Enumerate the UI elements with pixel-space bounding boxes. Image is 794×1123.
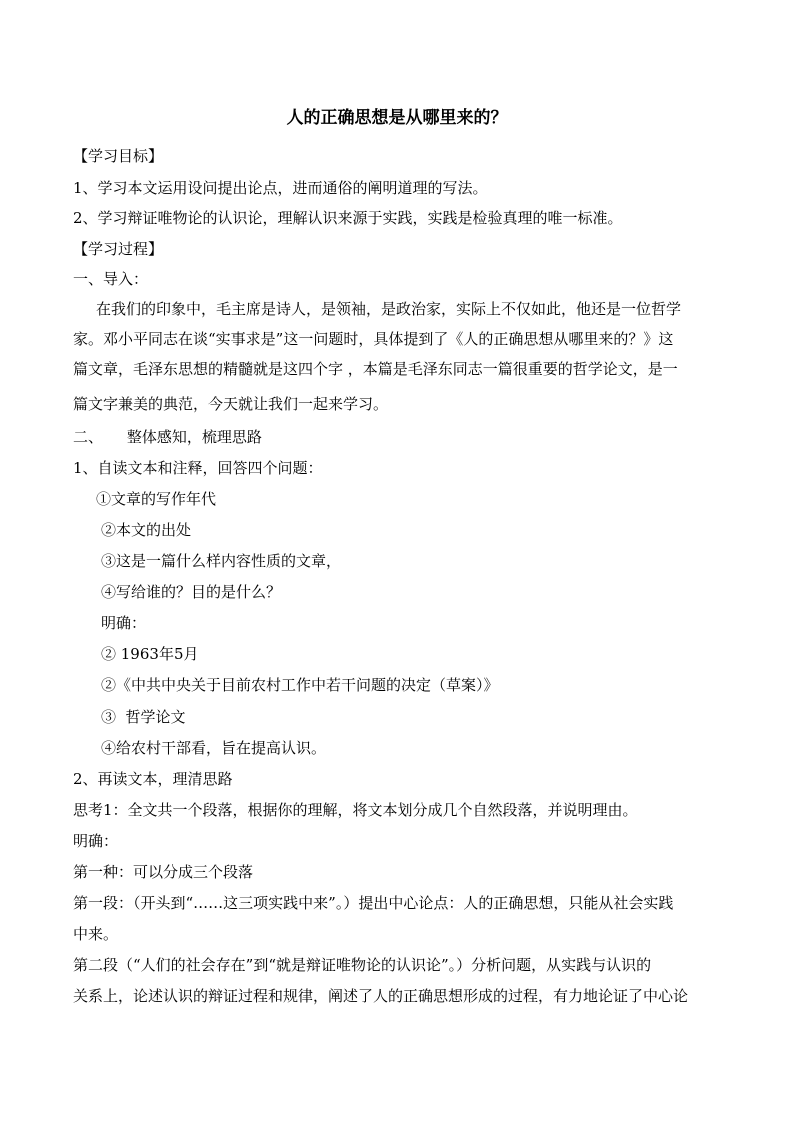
intro-line-1: 在我们的印象中，毛主席是诗人，是领袖，是政治家，实际上不仅如此，他还是一位哲学 [96, 300, 682, 318]
answer-3: ③ 哲学论文 [101, 708, 186, 726]
answer-2: ②《中共中央关于目前农村工作中若干问题的决定（草案）》 [101, 676, 499, 694]
para1-line-1: 第一段：（开头到“……这三项实践中来”。）提出中心论点：人的正确思想，只能从社会实践 [73, 894, 674, 912]
para1-line-2: 中来。 [73, 925, 119, 943]
intro-line-2: 家。邓小平同志在谈“实事求是”这一问题时，具体提到了《人的正确思想从哪里来的？》这 [73, 330, 674, 348]
intro-line-3: 篇文章，毛泽东思想的精髓就是这四个字 ，本篇是毛泽东同志一篇很重要的哲学论文，是一 [73, 360, 678, 378]
answer-1: ② 1963年5月 [101, 645, 199, 663]
goals-heading: 【学习目标】 [73, 147, 164, 165]
intro-line-4: 篇文字兼美的典范，今天就让我们一起来学习。 [73, 395, 389, 413]
goal-1: 1、学习本文运用设问提出论点，进而通俗的阐明道理的写法。 [73, 179, 488, 197]
answer-4: ④给农村干部看，旨在提高认识。 [101, 739, 327, 757]
question-3: ③这是一篇什么样内容性质的文章， [101, 552, 342, 570]
task-1: 1、自读文本和注释，回答四个问题： [73, 459, 323, 477]
goal-2: 2、学习辩证唯物论的认识论，理解认识来源于实践，实践是检验真理的唯一标准。 [73, 209, 623, 227]
para2-line-1: 第二段（“人们的社会存在”到“就是辩证唯物论的认识论”。）分析问题，从实践与认识的 [73, 956, 652, 974]
question-4: ④写给谁的？目的是什么？ [101, 583, 282, 601]
process-heading: 【学习过程】 [73, 240, 164, 258]
section-1-heading: 一、导入： [73, 270, 149, 288]
section-2-heading: 二、 整体感知，梳理思路 [73, 428, 262, 446]
answer-label: 明确： [101, 614, 147, 632]
think-1: 思考1：全文共一个段落，根据你的理解，将文本划分成几个自然段落，并说明理由。 [73, 801, 638, 819]
question-2: ②本文的出处 [101, 521, 192, 539]
option-1: 第一种：可以分成三个段落 [73, 863, 254, 881]
page-title: 人的正确思想是从哪里来的？ [286, 108, 508, 128]
question-1: ①文章的写作年代 [96, 490, 217, 508]
answer-label-2: 明确： [73, 832, 119, 850]
task-2: 2、再读文本，理清思路 [73, 770, 233, 788]
para2-line-2: 关系上，论述认识的辩证过程和规律，阐述了人的正确思想形成的过程，有力地论证了中心论 [73, 987, 689, 1005]
